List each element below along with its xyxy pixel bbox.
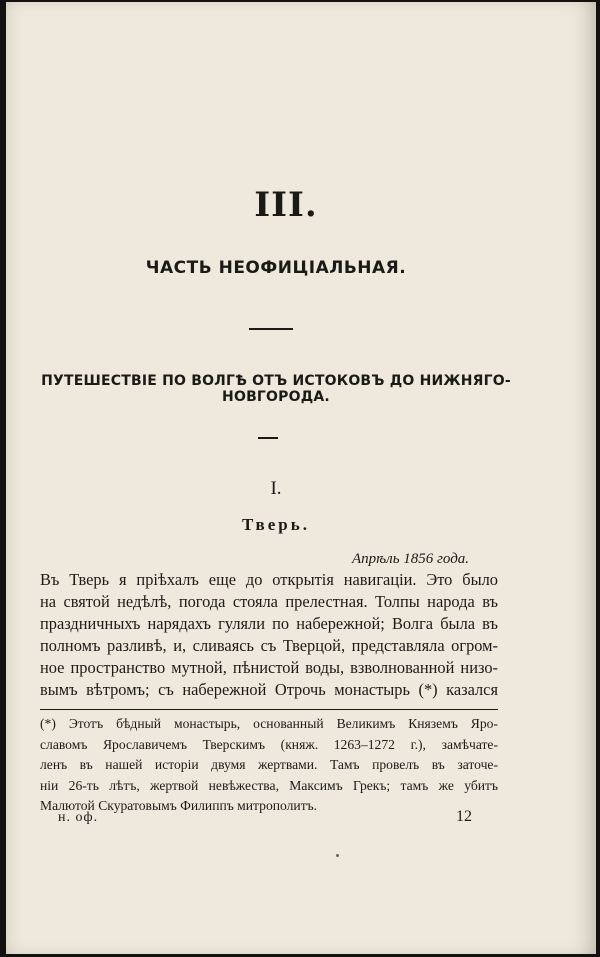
part-title: ЧАСТЬ НЕОФИЦІАЛЬНАЯ. xyxy=(145,258,407,278)
chapter-title: Тверь. xyxy=(242,515,310,534)
printer-signature-mark: н. оф. xyxy=(58,810,99,825)
dateline: Апрѣль 1856 года. xyxy=(352,551,470,567)
page-number: 12 xyxy=(456,808,472,825)
body-paragraph xyxy=(40,569,498,701)
body-line: на святой недѣлѣ, погода стояла прелестная. Толпы народа въ xyxy=(40,592,498,611)
article-title: ПУТЕШЕСТВІЕ ПО ВОЛГѢ ОТЪ ИСТОКОВЪ ДО НИЖНЯГО-НОВГОРОДА. xyxy=(41,373,511,405)
footnote xyxy=(40,714,498,817)
body-line: Въ Тверь я пріѣхалъ еще до открытія навигаціи. Это было xyxy=(40,570,498,589)
body-line: ное пространство мутной, пѣнистой воды, взволнованной низо- xyxy=(40,658,498,677)
footnote-line: ленъ въ нашей исторіи двумя жертвами. Тамъ провелъ въ заточе- xyxy=(40,757,498,772)
body-line: праздничныхъ нарядахъ гуляли по набережной; Волга была въ xyxy=(40,614,498,633)
body-line: вымъ вѣтромъ; съ набережной Отрочь монастырь (*) казался xyxy=(40,680,498,699)
footnote-line: (*) Этотъ бѣдный монастырь, основанный Великимъ Княземъ Яро- xyxy=(40,716,498,731)
footnote-line: славомъ Ярославичемъ Тверскимъ (княж. 1263–1272 г.), замѣчате- xyxy=(40,736,498,752)
footnote-line: Малютой Скуратовымъ Филиппъ митрополитъ. xyxy=(40,798,318,813)
section-number: III. xyxy=(254,185,318,225)
book-page xyxy=(6,2,596,954)
footnote-divider xyxy=(40,709,498,710)
short-divider xyxy=(258,437,278,439)
chapter-number: I. xyxy=(270,478,282,499)
footnote-line: ніи 26-ть лѣтъ, жертвой невѣжества, Максимъ Грекъ; тамъ же убитъ xyxy=(40,777,498,793)
title-divider xyxy=(249,328,293,330)
body-line: полномъ разливѣ, и, сливаясь съ Тверцой, представляла огром- xyxy=(40,636,498,655)
ink-speck xyxy=(336,854,339,857)
